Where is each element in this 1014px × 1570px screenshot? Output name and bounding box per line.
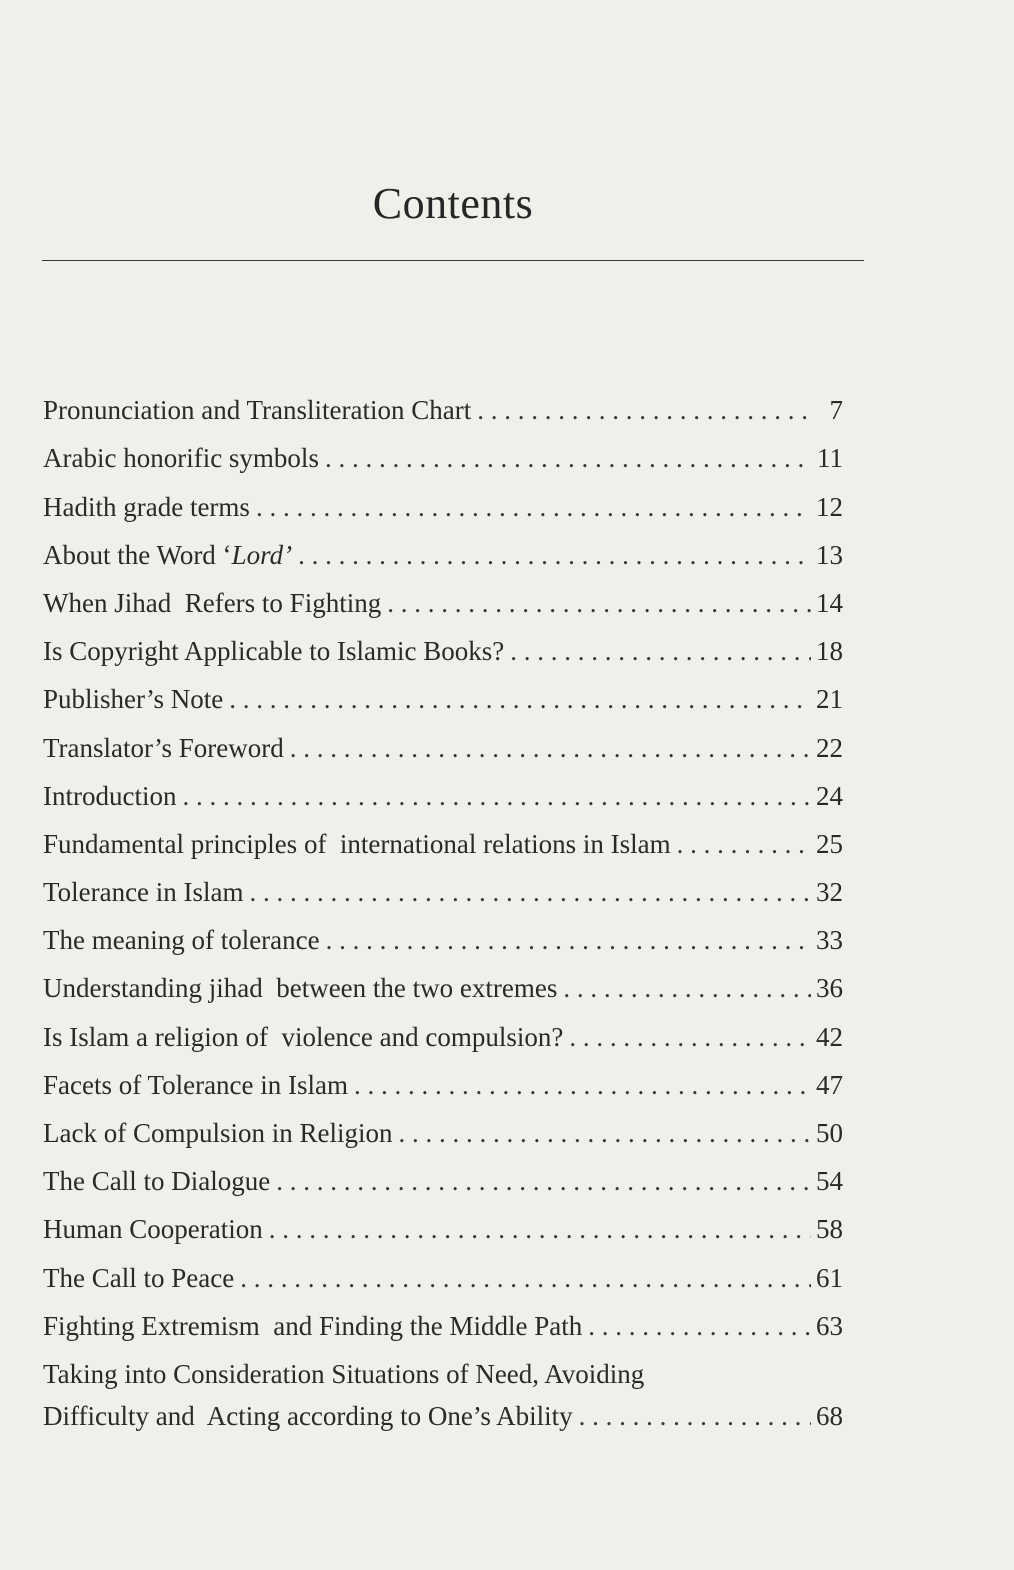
toc-entry-page: 50 (816, 1118, 843, 1148)
toc-entry-title-emphasis: Lord’ (231, 539, 293, 570)
toc-entry[interactable] (43, 1061, 843, 1109)
toc-entry-page: 36 (816, 973, 843, 1004)
dot-leader (557, 964, 811, 1012)
table-of-contents (43, 386, 843, 1440)
toc-entry-title-line2: Difficulty and Acting according to One’s Ability (43, 1400, 573, 1431)
page-title: Contents (372, 179, 534, 228)
dot-leader (671, 820, 811, 868)
toc-entry[interactable] (43, 1012, 843, 1060)
toc-entry-title: Fighting Extremism and Finding the Middle Path (43, 1310, 583, 1341)
toc-entry[interactable] (43, 820, 843, 868)
toc-entry-title: Translator’s Foreword (43, 732, 284, 763)
toc-entry-title: Human Cooperation (43, 1214, 263, 1245)
toc-entry-page: 22 (816, 732, 843, 763)
toc-entry-title: Lack of Compulsion in Religion (43, 1118, 393, 1148)
dot-leader (582, 1302, 811, 1350)
toc-entry-title-prefix: About the Word ‘ (43, 539, 232, 570)
toc-entry-page: 58 (816, 1214, 843, 1245)
toc-entry-page: 21 (816, 684, 843, 715)
dot-leader (471, 386, 811, 434)
dot-leader (504, 627, 811, 675)
dot-leader (573, 1392, 811, 1440)
toc-entry[interactable] (43, 675, 843, 723)
toc-entry[interactable] (43, 531, 843, 579)
dot-leader (381, 579, 811, 627)
toc-entry[interactable] (43, 434, 843, 482)
dot-leader (270, 1157, 811, 1205)
toc-entry-title: Hadith grade terms (43, 491, 250, 522)
toc-entry-page: 63 (816, 1310, 843, 1341)
toc-entry-title: Introduction (43, 780, 177, 811)
dot-leader (263, 1205, 811, 1253)
toc-entry[interactable] (43, 627, 843, 675)
dot-leader (320, 916, 811, 964)
toc-entry-page: 33 (816, 925, 843, 956)
toc-entry[interactable] (43, 772, 843, 820)
toc-entry[interactable] (43, 1350, 843, 1440)
dot-leader (319, 434, 811, 482)
toc-entry-title: The Call to Dialogue (43, 1166, 271, 1197)
toc-entry[interactable] (43, 1302, 843, 1350)
dot-leader (223, 675, 811, 723)
toc-entry[interactable] (43, 916, 843, 964)
dot-leader (292, 531, 811, 579)
toc-entry-title: The meaning of tolerance (43, 925, 320, 956)
toc-entry-page: 24 (816, 780, 843, 811)
toc-entry[interactable] (43, 1253, 843, 1301)
toc-entry[interactable] (43, 723, 843, 771)
toc-entry-title: Arabic honorific symbols (43, 443, 319, 474)
toc-entry-page: 25 (816, 828, 843, 859)
dot-leader (563, 1013, 811, 1061)
dot-leader (392, 1109, 811, 1157)
toc-entry-title: Pronunciation and Transliteration Chart (43, 395, 472, 426)
toc-entry[interactable] (43, 1157, 843, 1205)
toc-entry-title: Facets of Tolerance in Islam (43, 1069, 349, 1100)
dot-leader (284, 724, 811, 772)
dot-leader (250, 483, 811, 531)
toc-entry-title: Is Islam a religion of violence and compulsion? (43, 1021, 564, 1052)
toc-entry-title: The Call to Peace (43, 1262, 235, 1293)
dot-leader (244, 868, 811, 916)
toc-entry-title: Publisher’s Note (43, 684, 224, 715)
toc-entry-title: Is Copyright Applicable to Islamic Books? (43, 636, 505, 667)
toc-entry-page: 54 (816, 1166, 843, 1197)
toc-entry[interactable] (43, 482, 843, 530)
dot-leader (348, 1061, 811, 1109)
toc-entry-page: 68 (816, 1400, 843, 1431)
toc-entry[interactable] (43, 386, 843, 434)
toc-entry[interactable] (43, 1205, 843, 1253)
toc-entry-page: 11 (817, 443, 843, 474)
toc-entry-page: 14 (816, 587, 843, 618)
toc-entry-page: 42 (816, 1021, 843, 1052)
toc-entry[interactable] (43, 579, 843, 627)
toc-entry-title: Tolerance in Islam (43, 877, 244, 908)
toc-entry-title-line1: Taking into Consideration Situations of Need, Avoiding (43, 1358, 645, 1389)
toc-entry-page: 18 (816, 636, 843, 667)
toc-entry-page: 61 (816, 1262, 843, 1293)
toc-entry-title: When Jihad Refers to Fighting (43, 587, 382, 618)
dot-leader (176, 772, 811, 820)
toc-entry-page: 7 (829, 395, 843, 426)
toc-entry[interactable] (43, 964, 843, 1012)
toc-entry-title (43, 531, 292, 579)
toc-entry-page: 32 (816, 877, 843, 908)
dot-leader (234, 1254, 811, 1302)
toc-entry-line2 (43, 1392, 843, 1440)
toc-entry[interactable] (43, 868, 843, 916)
toc-entry-title: Fundamental principles of international relations in Islam (43, 828, 671, 859)
toc-entry-title: Understanding jihad between the two extremes (43, 973, 558, 1004)
toc-entry-page: 47 (816, 1069, 843, 1100)
toc-entry-page: 12 (816, 491, 843, 522)
title-divider (42, 260, 864, 261)
toc-entry[interactable] (43, 1109, 843, 1157)
toc-entry-page: 13 (816, 539, 843, 570)
